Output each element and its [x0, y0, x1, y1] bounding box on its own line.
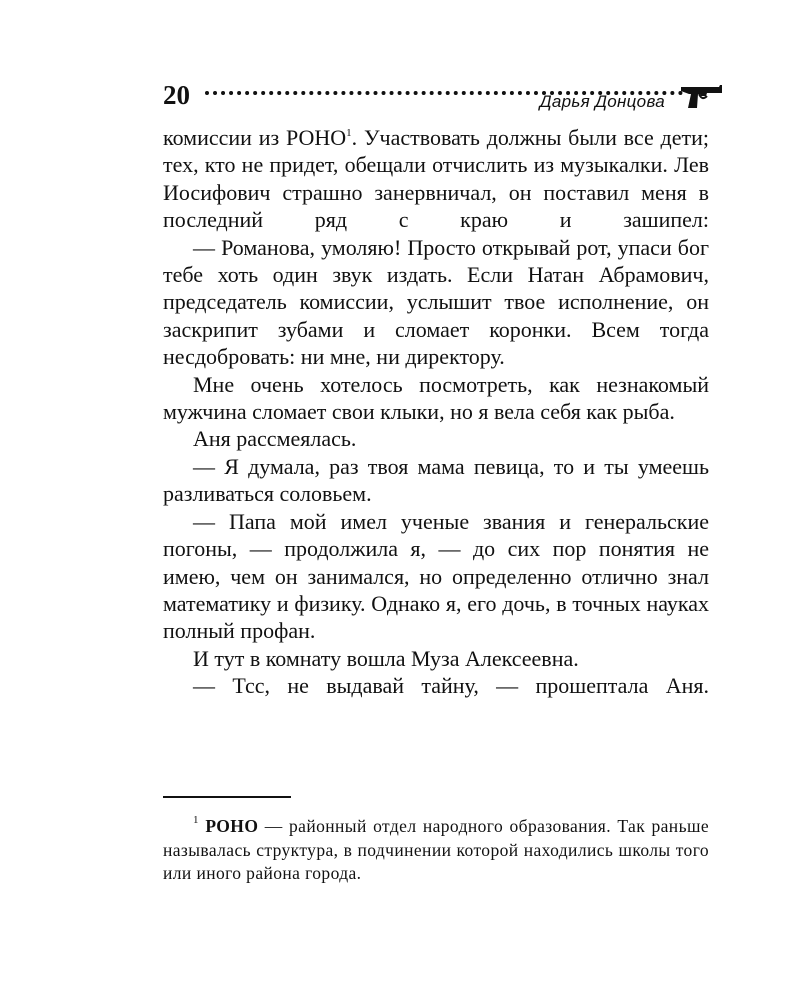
paragraph-5: — Я думала, раз твоя мама певица, то и ты умеешь разливаться соловьем. [163, 453, 709, 507]
paragraph-1-rest: . Участвовать должны были все дети; тех, кто не придет, обещали отчислить из музыкалки. Лев Иосифович страшно занервничал, он поставил меня в последний ряд с краю и зашипел: [163, 125, 709, 233]
footnote-term: РОНО [205, 816, 259, 836]
paragraph-3: Мне очень хотелось посмотреть, как незнакомый мужчина сломает свои клыки, но я вела себя как рыба. [163, 371, 709, 425]
footnote-text: — районный отдел народного образования. Так раньше называлась структура, в подчинении которой находились школы того или иного района города. [163, 816, 709, 884]
footnote-divider [163, 796, 291, 798]
paragraph-6: — Папа мой имел ученые звания и генеральские погоны, — продолжила я, — до сих пор понятия не имею, чем он занимался, но определенно отлично знал математику и физику. Однако я, его дочь, в точных науках полный профан. [163, 508, 709, 644]
paragraph-1 [163, 124, 709, 234]
paragraph-2: — Романова, умоляю! Просто открывай рот, упаси бог тебе хоть один звук издать. Если Натан Абрамович, председатель комиссии, услышит твое исполнение, он заскрипит зубами и сломает коронки. Всем тогда несдобровать: ни мне, ни директору. [163, 234, 709, 370]
footnote-marker: 1 [193, 814, 199, 826]
main-text [163, 124, 709, 700]
paragraph-1-start: комиссии из РОНО [163, 125, 347, 150]
paragraph-7: И тут в комнату вошла Муза Алексеевна. [193, 645, 579, 671]
page-number: 20 [163, 80, 190, 110]
paragraph-8: — Тсс, не выдавай тайну, — прошептала Аня. [193, 673, 709, 699]
footnote [163, 815, 709, 886]
pistol-icon [679, 82, 723, 110]
paragraph-4: Аня рассмеялась. [193, 426, 357, 452]
footnote-ref[interactable]: 1 [346, 127, 352, 139]
author-name: Дарья Донцова [539, 92, 665, 111]
running-header [163, 80, 723, 114]
